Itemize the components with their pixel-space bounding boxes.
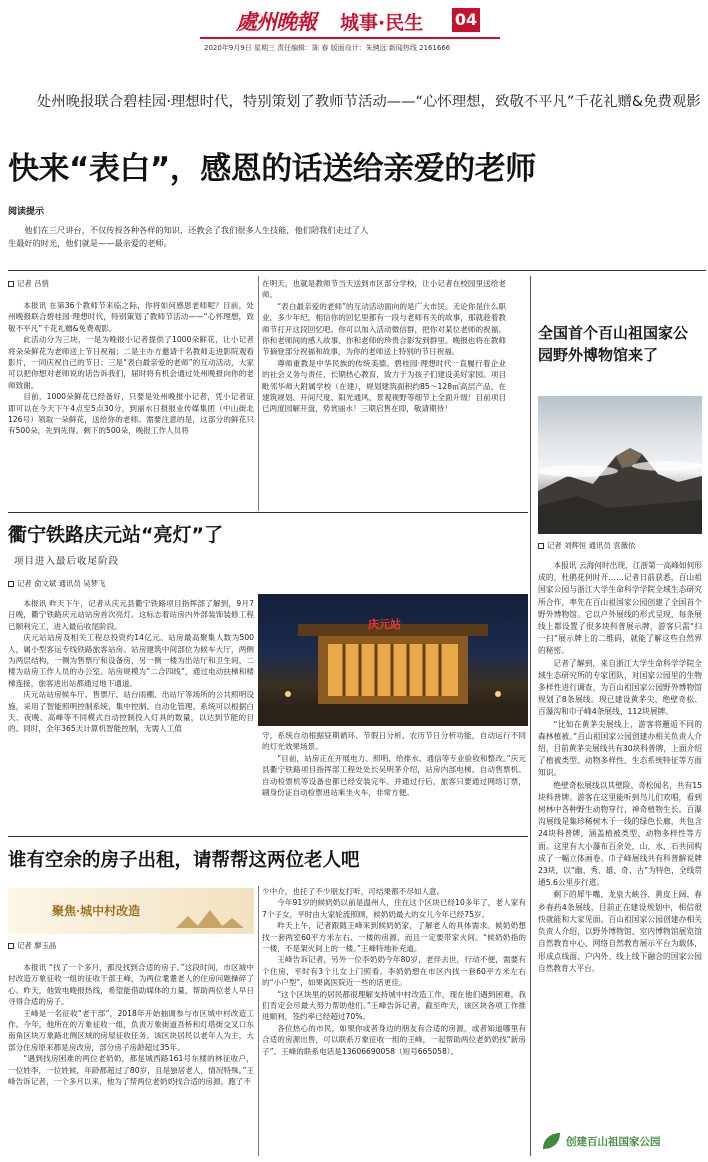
station-subhead: 项目进入最后收尾阶段 xyxy=(14,556,120,567)
square-bullet-icon xyxy=(8,943,14,949)
section-title: 城事·民生 xyxy=(340,12,424,34)
rail-headline: 全国首个百山祖国家公园野外博物馆来了 xyxy=(538,324,689,364)
park-logo: 创建百山祖国家公园 xyxy=(540,1126,702,1156)
divider xyxy=(8,836,528,837)
lead-kicker: 处州晚报联合碧桂园·理想时代，特别策划了教师节活动——“心怀理想，致敬不平凡”千花礼赠&免费观影 xyxy=(36,94,701,110)
newspaper-logo: 處州晚報 xyxy=(236,9,316,34)
header-rule xyxy=(200,37,500,39)
station-byline: 记者 俞文斌 通讯员 吴梦飞 xyxy=(8,578,105,589)
station-headline: 衢宁铁路庆元站“亮灯”了 xyxy=(8,524,223,546)
paragraph: 本报讯 在第36个教师节来临之际，你将如何感恩老师呢？目前，处州晚报联合碧桂园·理想时代，特别策划了教师节活动——“心怀理想，致敬不平凡”千花礼赠&免费观影。 xyxy=(8,301,254,333)
column-divider xyxy=(258,276,259,511)
bottom-headline: 谁有空余的房子出租，请帮帮这两位老人吧 xyxy=(8,850,360,871)
square-bullet-icon xyxy=(538,543,544,549)
paragraph: 本报讯 “找了一个多月，都没找到合适的房子。”这段时间，市区城中村改造万象征收一组的征收干部王峰，为两位耄耋老人的住房问题操碎了心。昨天，他致电晚报热线，希望能借助媒体的力量，帮助两位老人早日寻得合适的房子。 xyxy=(8,963,254,1007)
paragraph: “比如在黄茅尖展线上，游客将邂逅不同的森林植被。”百山祖国家公园创建办相关负责人介绍，目前黄茅尖展线共有30块科普牌，上面介绍了植被类型、动物多样性、生态系统特征等方面知识。 xyxy=(538,719,702,778)
paragraph: “遇到找房困难的两位老奶奶，都是城西路161号东楼的林征收户，一位姓李，一位姓候，年龄都超过了80岁，且是独居老人，情况特殊。”王峰告诉记者，一个多月以来，他为了帮两位老奶奶找合适的房源，跑了不 xyxy=(8,1054,254,1087)
square-bullet-icon xyxy=(8,581,14,587)
paragraph: 本报讯 昨天下午，记者从庆元县衢宁铁路项目指挥部了解到，9月7日晚，衢宁铁路庆元站站房首次亮灯。这标志着站房内外部装饰装修工程已顺利完工，进入最后收尾阶段。 xyxy=(8,599,254,631)
lead-byline: 记者 吕悄 xyxy=(8,278,49,289)
page-number: 04 xyxy=(452,8,480,32)
rooftops-icon xyxy=(176,892,246,932)
rail-divider xyxy=(530,276,531,1156)
paragraph: 少中介，也托了不少朋友打听，可结果都不尽如人意。 xyxy=(262,887,445,896)
paragraph: “目前，站房正在开展电力、照明、给排水、通信等专业验收和整改。”庆元县衢宁铁路项目指挥部工程处处长吴明茅介绍，站房内部电梯、自动售票机、自动检票机等设备也都已经安装完毕。并通过行后，旅客只要通过网络订票，刷身份证自动检票进站乘坐火车，非常方便。 xyxy=(262,753,526,798)
paragraph: 剩下的犀牛嘴、龙泉大峡谷、黄皮上阔、春乡春药4条展线，目前正在建设规划中，相信很快就能和大家见面。百山祖国家公园创建办相关负责人介绍，以野外博物馆、室内博物馆展览馆自然教育中心、网络自然教育展示平台为载体，形成点线面、户内外、线上线下融合的国家公园自然教育大平台。 xyxy=(538,890,702,973)
paragraph: 绝壁奇松展线以其壁险、奇松闻名，共有15块科普牌。游客在这里能听到鸟儿们欢唱，看到树林中各种野生动物穿行，神奇植物生长。百瀑沟展线是集珍稀树木于一线的绿色长廊，共包含24块科普牌，涵盖植被类型、动物多样性等方面。这里有大小瀑布百余处，山、水、石共同构成了一幅立体画卷。巾子峰展线共有科普解说牌23块，以“幽、秀、雄、奇、古”为特色，全线贯通5.6公里步行道。 xyxy=(538,780,702,888)
mountain-photo xyxy=(538,396,702,534)
bottom-column-1 xyxy=(8,962,254,1087)
station-photo xyxy=(258,594,528,726)
lead-column-2 xyxy=(262,278,506,415)
station-sign: 庆元站 xyxy=(368,618,401,631)
rail-body xyxy=(538,560,702,975)
divider xyxy=(8,270,706,271)
paragraph: 王峰告诉记者，另外一位李奶奶今年80岁，老伴去世，行动不便，需要有个住房，平时有3个儿女上门照看。李奶奶想在市区内找一套60平方米左右的“小户型”，如果离医院近一些的话更佳。 xyxy=(262,955,526,988)
rail-byline: 记者 刘辉恒 通讯员 袁薇依 xyxy=(538,540,635,551)
paragraph: 今年91岁的候奶奶以前是温州人，住在这个区块已经10多年了，老人家有7个子女，平时由大家轮流照顾，候奶奶最大的女儿今年已经75岁。 xyxy=(262,898,526,919)
lead-column-1 xyxy=(8,300,254,437)
paragraph: 昨天上午，记者跟随王峰来到候奶奶家，了解老人的具体需求。候奶奶想找一套两室60平方米左右、一楼的房源，而且一定要带家火间。“候奶奶指的一楼，不是架火间上的一楼。”王峰特地补充道。 xyxy=(262,921,526,954)
intro-label: 阅读提示 xyxy=(8,207,45,217)
paragraph: 庆元站站房及相关工程总投资约14亿元。站房最高聚集人数为500人，属小型客运专线铁路旅客站房。站房建筑中间部位为候车大厅，两侧为两层结构，一侧为售票厅和设备房，另一侧一楼为出站厅和卫生间，二楼为站房工作人员的办公室。站房规模为“二合四线”，通过电动扶梯和楼梯连接，旅客进出站都通过地下通道。 xyxy=(8,633,254,688)
station-column-1 xyxy=(8,598,254,735)
masthead xyxy=(0,0,708,62)
intro-text: 他们在三尺讲台，不仅传授各种各样的知识，还教会了我们很多人生技能，他们陪我们走过了人生最好的时光，他们就是——最亲爱的老师。 xyxy=(8,225,369,248)
divider xyxy=(8,512,528,513)
leaf-icon xyxy=(540,1130,562,1152)
station-column-2 xyxy=(262,730,526,798)
paragraph: 王峰是一名征收“老干部”，2018年开始抽调参与市区城中村改造工作。今年，他所在的万象征收一组，负责万象街道吾桥和灯塔街交叉口东南角区块万象路北侧区域的房屋征收任务。该区块居民以老年人为主，大部分住房原来都是房改房，部分房子房龄超过35年。 xyxy=(8,1008,254,1052)
paragraph: “表白最亲爱的老师”的互动活动面向的是广大市民。无论你是什么职业，多少年纪，相信你的回忆里都有一段与老师有关的故事，那就趁着教师节打开这段回忆吧。你可以加入活动微信群，把你对某位老师的祝福、你和老师间的感人故事、你和老师的珍贵合影发到群里。晚报也将在教师节摘登部分祝福和故事，为你的老师送上特别的节日祝福。 xyxy=(262,301,506,357)
paragraph: “这个区块里的居民都很理解支持城中村改造工作，现在他们遇到困难，我们肯定会尽最大努力帮助他们。”王峰告诉记者，截至昨天，该区块各项工作推进顺利，签约率已经超过70%。 xyxy=(262,989,526,1022)
lead-headline: 快来“表白”，感恩的话送给亲爱的老师 xyxy=(8,151,536,187)
paragraph: 庆元站站房候车厅、售票厅、站台雨棚、出站厅等场所的公共照明设施，采用了智能照明控制系统，集中控制、自动化管理。系统可以根据白天、夜晚、高峰等不同模式自动控制投入灯具的数量，以达到节能的目的。同时，全年365天计算机智能控制，无需人工值 xyxy=(8,690,254,734)
square-bullet-icon xyxy=(8,281,14,287)
station-illustration xyxy=(258,594,528,726)
bottom-column-2 xyxy=(262,886,526,1057)
paragraph: 各位热心的市民，如果你或者身边的朋友有合适的房源，或者知道哪里有合适的房源出售，可以联系万象征收一组的王峰，一起帮助两位老奶奶找“新房子”。王峰的联系电话是13606690058（短号665058）。 xyxy=(262,1023,526,1056)
paragraph: 在明天，也就是教师节当天送到市区部分学校，让小记者在校园里送给老师。 xyxy=(262,279,506,300)
column-divider xyxy=(258,886,259,1156)
paragraph: 记者了解到，来自浙江大学生命科学学院全域生态研究所的专家团队，对国家公园里的生物多样性进行调查，为百山祖国家公园野外博物馆规划了8条展线。现已建设黄茅尖、绝壁奇松、百瀑沟和巾子峰4条展线、112块展牌。 xyxy=(538,658,702,717)
paragraph: 目前，1000朵鲜花已经备好，只要是处州晚报小记者，凭小记者证即可以在今天下午4点至5点30分，到丽水日报报业传媒集团（中山街北126号）领取一朵鲜花，送给你的老师。需要注意的是，这部分的鲜花只有500朵，先到先得。剩下的500朵，晚报工作人员将 xyxy=(8,392,254,436)
bottom-byline: 记者 廖玉晶 xyxy=(8,940,56,951)
paragraph: 此活动分为三块，一是为晚报小记者提供了1000朵鲜花，让小记者将朵朵鲜花为老师送上节日祝福；二是主办方邀请千名教师走进影院观看影片，一同庆祝自己的节日；三是“表白最亲爱的老师”的互动活动，大家可以把你想对老师说的话告诉我们，届时将有机会通过处州晚报向你的老师致谢。 xyxy=(8,335,254,390)
paragraph: 守，系统自动根据昼期循环、节假日分析、农历节日分析功能，自动运行不同的灯光效果场景。 xyxy=(262,731,526,752)
paragraph: 本报讯 云海何时出现，江浙第一高峰如何形成的，杜鹃花何时开……记者日前获悉，百山祖国家公园与浙江大学生命科学学院全域生态研究所合作，率先在百山祖国家公园创建了全国首个野外博物馆。它以户外展线的形式呈现，每条展线上都设置了很多块科普展示牌，游客只需“扫一扫”展示牌上的二维码，就能了解这些自然界的秘密。 xyxy=(538,561,702,656)
column-logo: 聚焦·城中村改造 xyxy=(8,888,254,934)
paragraph: 尊师重教是中华民族的传统美德。碧桂园·理想时代一直履行着企业的社会义务与责任，长期热心教育，致力于为孩子们建设美好家园。项目毗邻华师大附属学校（在建），规划建筑面积约85～128㎡高层产品，在建筑规划、开间尺度、阳光通风、景观视野等细节上全面升级！目前项目已两度园解开盘，势赏丽水！三期启售在即，敬请期待！ xyxy=(262,358,506,414)
peak-illustration xyxy=(538,396,702,534)
issue-meta: 2020年9月9日 星期三 责任编辑：陈 春 版面设计：朱骋远 新闻热线 2161666 xyxy=(204,44,451,52)
